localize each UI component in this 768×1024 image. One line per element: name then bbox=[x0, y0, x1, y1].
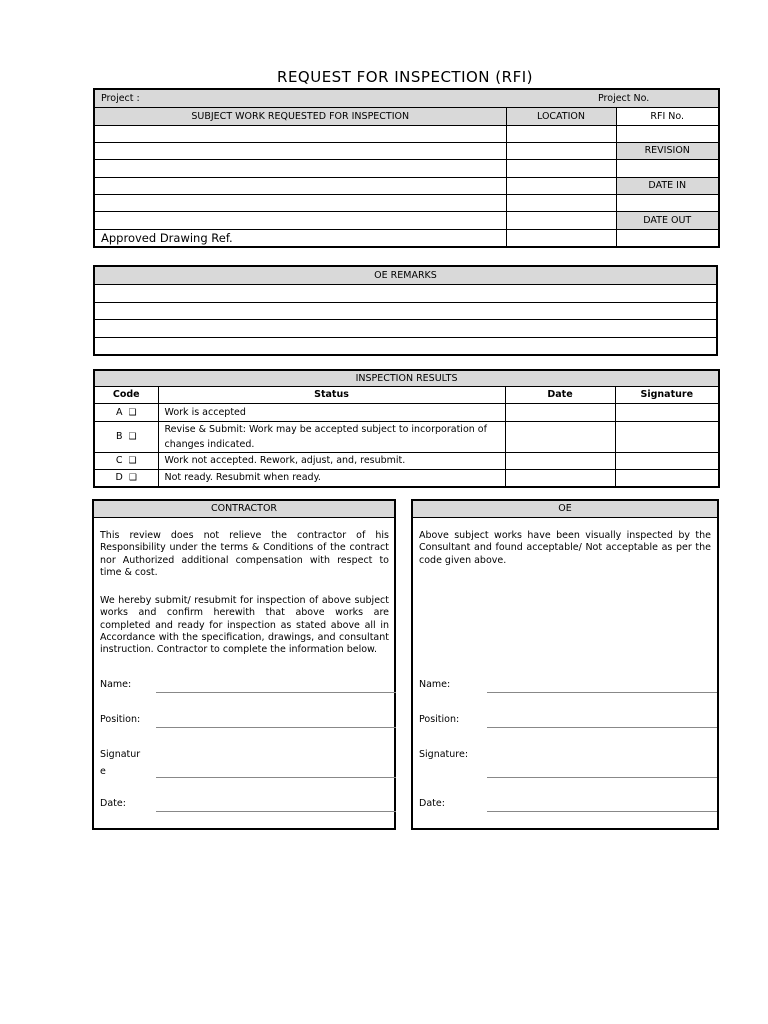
oe-position-label: Position: bbox=[419, 714, 460, 725]
signature-cell[interactable] bbox=[615, 403, 719, 421]
contractor-panel bbox=[92, 499, 396, 830]
table-row bbox=[94, 452, 719, 469]
date-cell[interactable] bbox=[505, 452, 615, 469]
table-row bbox=[94, 469, 719, 487]
code-label: B bbox=[115, 431, 123, 442]
contractor-signature-label-wrap: e bbox=[100, 766, 106, 777]
checkbox-icon[interactable]: ❑ bbox=[128, 473, 137, 484]
contractor-signature-label: Signatur bbox=[100, 749, 141, 760]
code-a-cell[interactable] bbox=[94, 403, 158, 421]
revision-value[interactable] bbox=[616, 159, 719, 177]
remarks-line[interactable] bbox=[94, 319, 717, 337]
location-cell[interactable] bbox=[506, 142, 616, 159]
signature-cell[interactable] bbox=[615, 421, 719, 452]
subject-line[interactable] bbox=[94, 159, 506, 177]
signature-column-header: Signature bbox=[615, 386, 719, 403]
request-details-table bbox=[93, 88, 720, 248]
subject-line[interactable] bbox=[94, 177, 506, 194]
date-cell[interactable] bbox=[505, 403, 615, 421]
contractor-position-field[interactable] bbox=[156, 727, 396, 728]
oe-name-label: Name: bbox=[419, 679, 451, 690]
oe-name-field[interactable] bbox=[487, 692, 717, 693]
table-row bbox=[94, 421, 719, 452]
approved-drawing-label: Approved Drawing Ref. bbox=[101, 230, 233, 245]
signature-cell[interactable] bbox=[615, 452, 719, 469]
checkbox-icon[interactable]: ❑ bbox=[128, 456, 137, 466]
location-cell[interactable] bbox=[506, 125, 616, 142]
oe-position-field[interactable] bbox=[487, 727, 717, 728]
checkbox-icon[interactable]: ❑ bbox=[128, 407, 137, 418]
date-in-label: DATE IN bbox=[616, 177, 719, 194]
contractor-header: CONTRACTOR bbox=[94, 501, 394, 518]
contractor-position-label: Position: bbox=[100, 714, 141, 725]
contractor-name-field[interactable] bbox=[156, 692, 396, 693]
location-cell[interactable] bbox=[506, 159, 616, 177]
code-b-cell[interactable] bbox=[94, 421, 158, 452]
location-cell[interactable] bbox=[506, 177, 616, 194]
table-row bbox=[94, 403, 719, 421]
remarks-line[interactable] bbox=[94, 284, 717, 302]
code-c-cell[interactable] bbox=[94, 452, 158, 469]
location-header: LOCATION bbox=[506, 107, 616, 125]
oe-remarks-header: OE REMARKS bbox=[94, 266, 717, 284]
location-cell[interactable] bbox=[506, 211, 616, 229]
project-row bbox=[94, 89, 719, 107]
code-label: D bbox=[115, 472, 123, 484]
subject-header: SUBJECT WORK REQUESTED FOR INSPECTION bbox=[94, 107, 506, 125]
contractor-signature-field[interactable] bbox=[156, 777, 396, 778]
remarks-line[interactable] bbox=[94, 337, 717, 355]
code-column-header: Code bbox=[94, 386, 158, 403]
code-label: A bbox=[115, 406, 123, 418]
inspection-header: INSPECTION RESULTS bbox=[94, 370, 719, 386]
status-column-header: Status bbox=[158, 386, 505, 403]
oe-remarks-table bbox=[93, 265, 718, 356]
status-text: Work not accepted. Rework, adjust, and, resubmit. bbox=[158, 452, 505, 469]
location-cell[interactable] bbox=[506, 194, 616, 211]
oe-panel bbox=[411, 499, 719, 830]
date-cell[interactable] bbox=[505, 469, 615, 487]
contractor-date-field[interactable] bbox=[156, 811, 396, 812]
oe-date-label: Date: bbox=[419, 798, 445, 809]
contractor-name-label: Name: bbox=[100, 679, 132, 690]
project-label: Project : bbox=[101, 92, 140, 104]
rfi-no-label: RFI No. bbox=[616, 107, 719, 125]
page-title: REQUEST FOR INSPECTION (RFI) bbox=[277, 68, 533, 86]
remarks-line[interactable] bbox=[94, 302, 717, 319]
project-no-label: Project No. bbox=[598, 93, 650, 104]
signature-cell[interactable] bbox=[615, 469, 719, 487]
checkbox-icon[interactable]: ❑ bbox=[128, 432, 137, 442]
subject-line[interactable] bbox=[94, 125, 506, 142]
status-text: Not ready. Resubmit when ready. bbox=[158, 469, 505, 487]
date-column-header: Date bbox=[505, 386, 615, 403]
subject-line[interactable] bbox=[94, 211, 506, 229]
inspection-results-table bbox=[93, 369, 720, 488]
oe-signature-label: Signature: bbox=[419, 749, 469, 760]
contractor-submission-statement: We hereby submit/ resubmit for inspection of above subject works and confirm herewith that above works are completed and ready for inspection as stated above all in Accordance with the specification, drawings, and consultant instruction. Contractor to complete the information below. bbox=[100, 595, 389, 656]
rfi-no-value[interactable] bbox=[616, 125, 719, 142]
oe-date-field[interactable] bbox=[487, 811, 717, 812]
status-text: Revise & Submit: Work may be accepted subject to incorporation of changes indicated. bbox=[158, 421, 505, 452]
date-in-value[interactable] bbox=[616, 194, 719, 211]
approved-drawing-cell[interactable] bbox=[94, 229, 506, 247]
oe-signature-field[interactable] bbox=[487, 777, 717, 778]
date-out-value[interactable] bbox=[616, 229, 719, 247]
date-cell[interactable] bbox=[505, 421, 615, 452]
subject-line[interactable] bbox=[94, 194, 506, 211]
subject-line[interactable] bbox=[94, 142, 506, 159]
status-text: Work is accepted bbox=[158, 403, 505, 421]
date-out-label: DATE OUT bbox=[616, 211, 719, 229]
location-cell[interactable] bbox=[506, 229, 616, 247]
revision-label: REVISION bbox=[616, 142, 719, 159]
code-label: C bbox=[115, 455, 123, 466]
code-d-cell[interactable] bbox=[94, 469, 158, 487]
contractor-date-label: Date: bbox=[100, 798, 126, 809]
oe-header: OE bbox=[413, 501, 717, 518]
oe-inspection-statement: Above subject works have been visually inspected by the Consultant and found acceptable/ Not acceptable as per the code given above. bbox=[419, 530, 711, 566]
contractor-review-note: This review does not relieve the contractor of his Responsibility under the terms & Conditions of the contract nor Authorized additional compensation with respect to time & cost. bbox=[100, 530, 389, 578]
